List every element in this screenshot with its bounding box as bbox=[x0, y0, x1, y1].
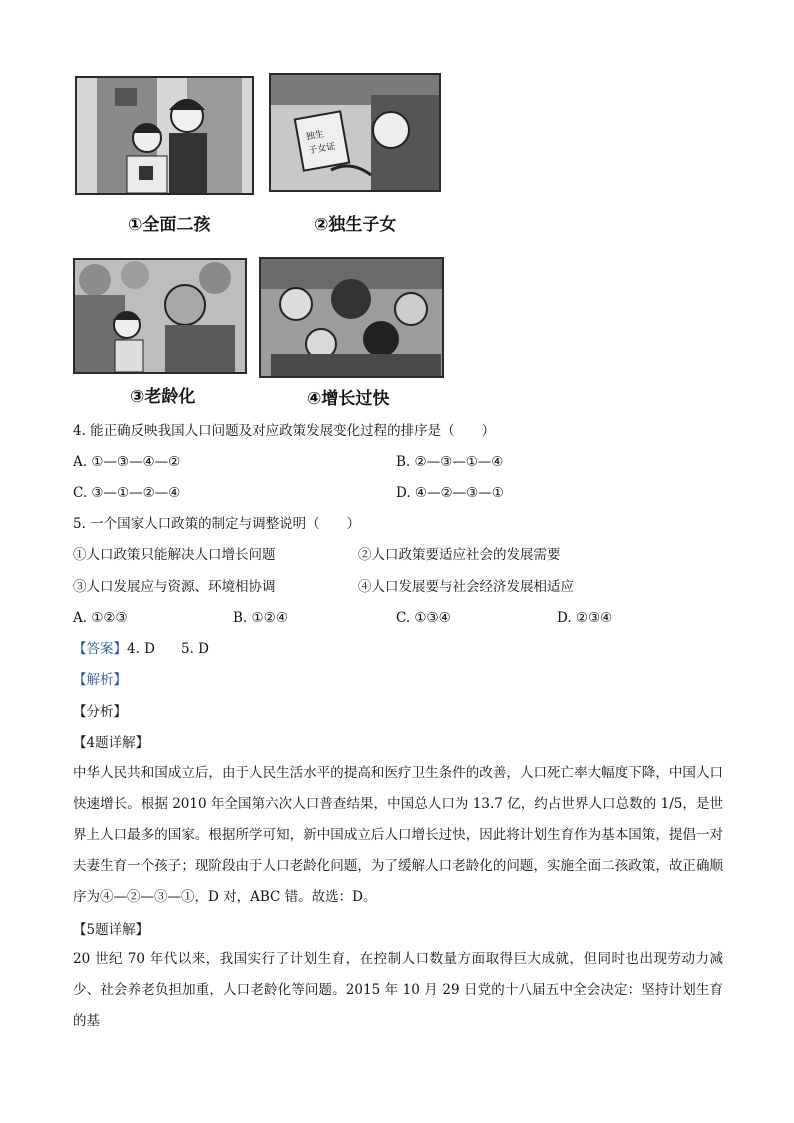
question-5-statement-1: ①人口政策只能解决人口增长问题 bbox=[73, 547, 276, 563]
question-5-option-d: D. ②③④ bbox=[557, 610, 613, 626]
q5-detail-text: 20 世纪 70 年代以来，我国实行了计划生育，在控制人口数量方面取得巨大成就，但同时也出现劳动力减少、社会养老负担加重，人口老龄化等问题。2015 年 10 月 29 日党的十八届五中全会决定：坚持计划生育的基 bbox=[73, 951, 723, 1029]
answer-line bbox=[73, 640, 209, 658]
figure-caption-1: ①全面二孩 bbox=[128, 215, 211, 235]
question-5-statement-3: ③人口发展应与资源、环境相协调 bbox=[73, 579, 276, 595]
question-4-option-c: C. ③—①—②—④ bbox=[73, 485, 181, 501]
question-5-statement-4: ④人口发展要与社会经济发展相适应 bbox=[358, 579, 574, 595]
answer-label: 【答案】 bbox=[73, 641, 127, 657]
figure-caption-3: ③老龄化 bbox=[130, 387, 196, 407]
family-photo-illustration bbox=[77, 78, 252, 193]
figure-caption-4: ④增长过快 bbox=[307, 389, 390, 409]
q4-detail-heading: 【4题详解】 bbox=[73, 735, 150, 751]
crowd-photo-illustration bbox=[261, 259, 442, 376]
question-4-option-a: A. ①—③—④—② bbox=[73, 454, 181, 470]
analysis-label: 【解析】 bbox=[73, 672, 127, 688]
certificate-text-line2: 子女证 bbox=[307, 141, 337, 157]
question-4-option-d: D. ④—②—③—① bbox=[396, 485, 504, 501]
question-4-option-b: B. ②—③—①—④ bbox=[396, 454, 504, 470]
answer-q5: 5. D bbox=[181, 641, 209, 657]
fenxi-label: 【分析】 bbox=[73, 704, 127, 720]
question-5-option-c: C. ①③④ bbox=[396, 610, 451, 626]
family-photo bbox=[75, 76, 254, 195]
q5-detail-heading: 【5题详解】 bbox=[73, 922, 150, 938]
question-5-stem: 5. 一个国家人口政策的制定与调整说明（ ） bbox=[73, 516, 361, 532]
q4-detail-text: 中华人民共和国成立后，由于人民生活水平的提高和医疗卫生条件的改善，人口死亡率大幅度下降，中国人口快速增长。根据 2010 年全国第六次人口普查结果，中国总人口为 13.7 亿，约占世界人口总数的 1/5，是世界上人口最多的国家。根据所学可知，新中国成立后人口增长过快，因此将计划生育作为基本国策，提倡一对夫妻生育一个孩子；现阶段由于人口老龄化问题，为了缓解人口老龄化的问题，实施全面二孩政策，故正确顺序为④—②—③—①，D 对，ABC 错。故选：D。 bbox=[73, 765, 723, 905]
question-4-stem: 4. 能正确反映我国人口问题及对应政策发展变化过程的排序是（ ） bbox=[73, 423, 496, 439]
question-5-statement-2: ②人口政策要适应社会的发展需要 bbox=[358, 547, 561, 563]
question-5-option-a: A. ①②③ bbox=[73, 610, 128, 626]
certificate-photo-illustration bbox=[271, 75, 439, 190]
question-5-option-b: B. ①②④ bbox=[233, 610, 288, 626]
answer-q4: 4. D bbox=[127, 641, 155, 657]
one-child-certificate-photo bbox=[269, 73, 441, 192]
certificate-text-line1: 独生 bbox=[305, 129, 325, 143]
figure-caption-2: ②独生子女 bbox=[314, 215, 397, 235]
elderly-photo-illustration bbox=[75, 260, 245, 372]
crowd-photo bbox=[259, 257, 444, 378]
elderly-crowd-photo bbox=[73, 258, 247, 374]
